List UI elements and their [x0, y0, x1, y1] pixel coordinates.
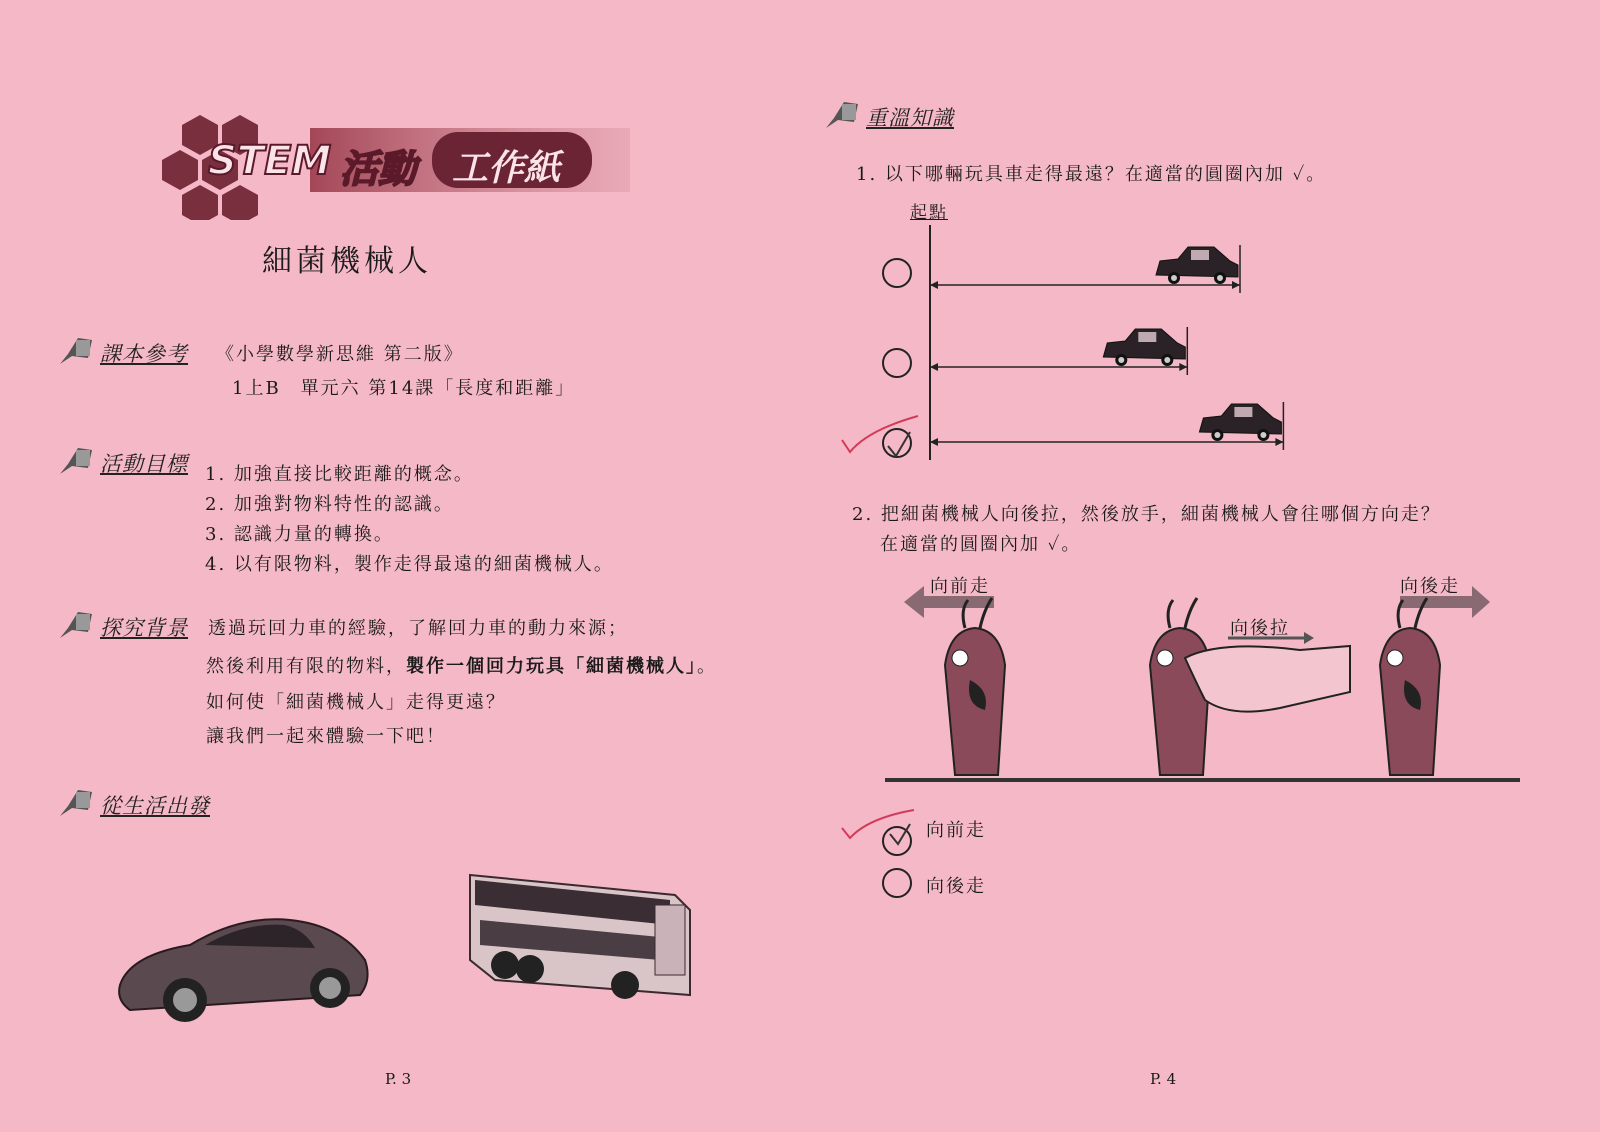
toy-sports-car-image — [110, 900, 380, 1030]
section-daily-life — [58, 788, 210, 820]
robot-direction-diagram — [880, 580, 1530, 800]
option-backward-label: 向後走 — [926, 876, 986, 897]
toy-car-icon — [1156, 247, 1238, 284]
section-marker-icon — [58, 610, 94, 642]
arrowhead-right-icon — [1275, 438, 1283, 446]
label-forward: 向前走 — [930, 576, 990, 597]
distance-diagram — [860, 220, 1420, 470]
answer-circle-car-2[interactable] — [882, 348, 912, 378]
toy-car-icon — [1103, 329, 1185, 366]
section-marker-icon — [58, 446, 94, 478]
arrow-right-icon — [1400, 586, 1490, 618]
robot-2-icon — [1150, 598, 1350, 775]
worksheet-title: 細菌機械人 — [262, 244, 432, 279]
background-line-2-pre: 然後利用有限的物料， — [206, 656, 406, 677]
question-2-line-2: 在適當的圓圈內加 ✓。 — [880, 534, 1082, 555]
toy-car-icon — [1199, 404, 1281, 441]
handwritten-check-icon — [838, 806, 928, 856]
objective-item: 3. 認識力量的轉換。 — [205, 524, 394, 545]
textbook-lesson: 1上B 單元六 第14課「長度和距離」 — [232, 378, 576, 399]
worksheet-text: 工作紙 — [452, 148, 561, 189]
stem-text: STEM — [208, 138, 332, 184]
label-backward: 向後走 — [1400, 576, 1460, 597]
arrowhead-right-icon — [1232, 281, 1240, 289]
section-marker-icon — [58, 788, 94, 820]
stem-banner — [160, 110, 640, 220]
answer-circle-car-1[interactable] — [882, 258, 912, 288]
question-1: 1. 以下哪輛玩具車走得最遠？在適當的圓圈內加 ✓。 — [856, 164, 1327, 185]
section-marker-icon — [824, 100, 860, 132]
distance-row — [930, 245, 1240, 293]
question-2-line-1: 2. 把細菌機械人向後拉，然後放手，細菌機械人會往哪個方向走？ — [852, 504, 1441, 525]
section-marker-icon — [58, 336, 94, 368]
section-textbook — [58, 336, 188, 368]
toy-bus-image — [465, 865, 695, 1010]
hand-icon — [1185, 646, 1350, 712]
background-line-4: 讓我們一起來體驗一下吧！ — [206, 726, 446, 747]
page-right — [800, 0, 1600, 1132]
section-heading: 活動目標 — [100, 452, 188, 476]
objective-item: 1. 加強直接比較距離的概念。 — [205, 464, 474, 485]
arrowhead-left-icon — [930, 363, 938, 371]
background-line-2-bold: 製作一個回力玩具「細菌機械人」 — [406, 656, 697, 677]
activity-text: 活動 — [340, 147, 417, 191]
section-heading: 探究背景 — [100, 616, 188, 640]
option-backward-circle[interactable] — [882, 868, 912, 898]
robot-3-icon — [1380, 598, 1440, 775]
start-label: 起點 — [910, 203, 948, 223]
objective-item: 2. 加強對物料特性的認識。 — [205, 494, 454, 515]
distance-row — [930, 327, 1187, 375]
background-line-2 — [206, 652, 717, 678]
handwritten-check-icon — [838, 410, 928, 465]
section-background — [58, 610, 188, 642]
section-review — [824, 100, 954, 132]
section-heading: 重溫知識 — [866, 106, 954, 130]
arrow-left-icon — [904, 586, 994, 618]
textbook-book: 《小學數學新思維 第二版》 — [216, 344, 464, 365]
background-line-1: 透過玩回力車的經驗，了解回力車的動力來源； — [208, 618, 628, 639]
page-number: P. 4 — [1150, 1070, 1177, 1088]
arrowhead-left-icon — [930, 438, 938, 446]
section-heading: 從生活出發 — [100, 794, 210, 818]
distance-row — [930, 402, 1283, 450]
option-forward-label: 向前走 — [926, 820, 986, 841]
label-pull: 向後拉 — [1230, 618, 1290, 639]
background-line-2-post: 。 — [697, 656, 717, 677]
background-line-3: 如何使「細菌機械人」走得更遠？ — [206, 692, 506, 713]
page-number: P. 3 — [385, 1070, 412, 1088]
section-heading: 課本參考 — [100, 342, 188, 366]
arrow-right-small-icon — [1304, 632, 1314, 644]
section-objectives — [58, 446, 188, 478]
objective-item: 4. 以有限物料，製作走得最遠的細菌機械人。 — [205, 554, 614, 575]
arrowhead-left-icon — [930, 281, 938, 289]
robot-1-icon — [945, 598, 1005, 775]
arrowhead-right-icon — [1179, 363, 1187, 371]
